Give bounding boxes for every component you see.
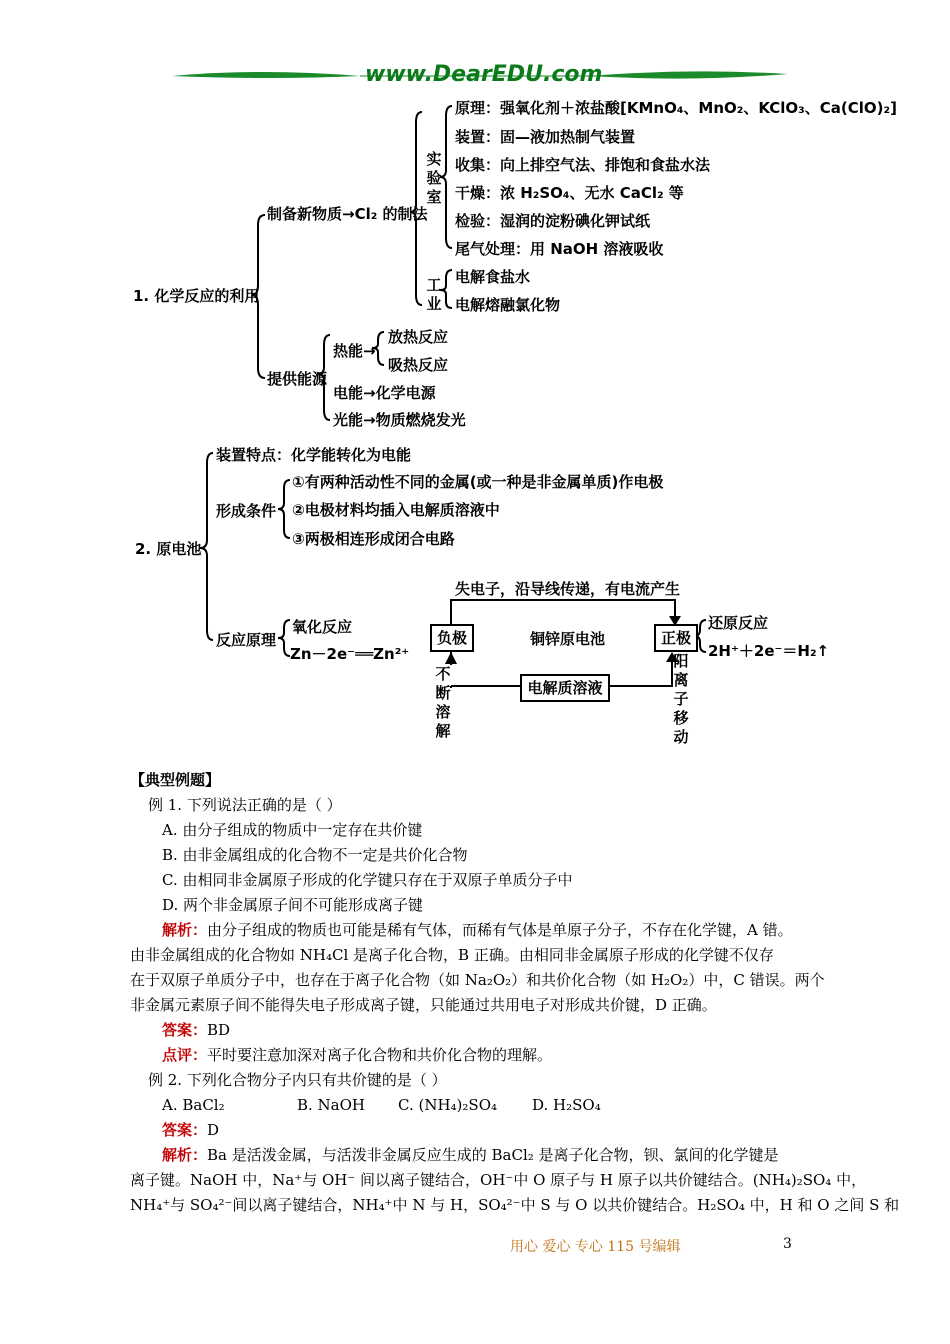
condition-3: ③两极相连形成闭合电路 [292, 530, 455, 548]
ex1-analysis-line4: 非金属元素原子间不能得失电子形成离子键，只能通过共用电子对形成共价键，D 正确。 [130, 996, 717, 1014]
ex2-analysis-label: 解析： [162, 1146, 208, 1164]
diagram2-root: 2. 原电池 [135, 540, 202, 558]
zn-equation: Zn－2e⁻══Zn²⁺ [290, 645, 410, 663]
ex2-answer-line [162, 1118, 219, 1143]
ex1-comment: 平时要注意加深对离子化合物和共价化合物的理解。 [207, 1046, 553, 1064]
ex1-option-a: A. 由分子组成的物质中一定存在共价键 [162, 821, 423, 839]
lab-item-apparatus: 装置：固—液加热制气装置 [455, 128, 636, 146]
conditions-label: 形成条件 [216, 502, 277, 520]
heat-item-endo: 吸热反应 [388, 356, 449, 374]
ex1-question: 例 1. 下列说法正确的是（ ） [148, 796, 342, 814]
reduction-label: 还原反应 [708, 614, 769, 632]
page-number: 3 [783, 1236, 792, 1252]
oxidation-label: 氧化反应 [292, 618, 353, 636]
lab-label: 实验室 [426, 150, 442, 206]
ex1-analysis-label: 解析： [162, 921, 208, 939]
top-flow-text: 失电子，沿导线传递，有电流产生 [455, 580, 681, 598]
negative-electrode-box: 负极 [430, 624, 474, 652]
ex1-answer: BD [207, 1021, 231, 1039]
electrolyte-box: 电解质溶液 [520, 674, 610, 702]
ex2-analysis-text1: Ba 是活泼金属，与活泼非金属反应生成的 BaCl₂ 是离子化合物，钡、氯间的化学键是 [207, 1146, 779, 1164]
industry-item-molten: 电解熔融氯化物 [455, 296, 561, 314]
heat-label: 热能→ [333, 342, 376, 360]
branch-energy: 提供能源 [267, 370, 328, 388]
lab-item-tailgas: 尾气处理：用 NaOH 溶液吸收 [455, 240, 664, 258]
feature: 装置特点：化学能转化为电能 [216, 446, 412, 464]
ex1-analysis-text1: 由分子组成的物质也可能是稀有气体，而稀有气体是单原子分子，不存在化学键，A 错。 [207, 921, 793, 939]
condition-1: ①有两种活动性不同的金属(或一种是非金属单质)作电极 [292, 473, 664, 491]
light-energy: 光能→物质燃烧发光 [333, 411, 466, 429]
ex2-option-d: D. H₂SO₄ [532, 1096, 601, 1114]
heat-item-exo: 放热反应 [388, 328, 449, 346]
logo-text: www.DearEDU.com [365, 62, 603, 87]
condition-2: ②电极材料均插入电解质溶液中 [292, 501, 500, 519]
lab-item-collect: 收集：向上排空气法、排饱和食盐水法 [455, 156, 711, 174]
ex2-question: 例 2. 下列化合物分子内只有共价键的是（ ） [148, 1071, 447, 1089]
cell-name: 铜锌原电池 [530, 630, 606, 648]
industry-item-brine: 电解食盐水 [455, 268, 531, 286]
ex1-comment-line [162, 1043, 552, 1068]
ex1-comment-label: 点评： [162, 1046, 208, 1064]
ex1-answer-line [162, 1018, 230, 1043]
h-equation: 2H⁺＋2e⁻＝H₂↑ [708, 642, 830, 660]
positive-electrode-box: 正极 [654, 624, 698, 652]
lab-item-principle: 原理：强氧化剂＋浓盐酸[KMnO₄、MnO₂、KClO₃、Ca(ClO)₂] [455, 99, 897, 117]
ex1-option-d: D. 两个非金属原子间不可能形成离子键 [162, 896, 424, 914]
ex1-option-c: C. 由相同非金属原子形成的化学键只存在于双原子单质分子中 [162, 871, 573, 889]
ex2-option-c: C. (NH₄)₂SO₄ [398, 1096, 498, 1114]
ex2-analysis-line1 [162, 1143, 779, 1168]
lab-item-dry: 干燥：浓 H₂SO₄、无水 CaCl₂ 等 [455, 184, 684, 202]
ex2-answer-label: 答案： [162, 1121, 208, 1139]
ex2-option-b: B. NaOH [297, 1096, 366, 1114]
ex2-answer: D [207, 1121, 220, 1139]
section-title: 【典型例题】 [130, 771, 221, 789]
ex2-analysis-line2: 离子键。NaOH 中，Na⁺与 OH⁻ 间以离子键结合，OH⁻中 O 原子与 H 原子以共价键结合。(NH₄)₂SO₄ 中， [130, 1171, 867, 1189]
ex1-answer-label: 答案： [162, 1021, 208, 1039]
lab-item-test: 检验：湿润的淀粉碘化钾试纸 [455, 212, 651, 230]
electric-energy: 电能→化学电源 [333, 384, 436, 402]
ex2-option-a: A. BaCl₂ [162, 1096, 225, 1114]
diagram1-root: 1. 化学反应的利用 [133, 287, 260, 305]
branch-prepare: 制备新物质→Cl₂ 的制法 [267, 205, 428, 223]
cation-move-label: 阳离子移动 [673, 652, 689, 746]
ex1-analysis-line3: 在于双原子单质分子中，也存在于离子化合物（如 Na₂O₂）和共价化合物（如 H₂O₂）中，C 错误。两个 [130, 971, 825, 989]
principle-label: 反应原理 [216, 631, 277, 649]
ex1-analysis-line2: 由非金属组成的化合物如 NH₄Cl 是离子化合物，B 正确。由相同非金属原子形成的化学键不仅存 [130, 946, 774, 964]
footer-slogan: 用心 爱心 专心 115 号编辑 [510, 1239, 681, 1255]
ex1-option-b: B. 由非金属组成的化合物不一定是共价化合物 [162, 846, 468, 864]
dissolve-label: 不断溶解 [435, 665, 451, 740]
industry-label: 工业 [426, 276, 442, 313]
ex1-analysis-line1 [162, 918, 793, 943]
ex2-analysis-line3: NH₄⁺与 SO₄²⁻间以离子键结合，NH₄⁺中 N 与 H，SO₄²⁻中 S 与 O 以共价键结合。H₂SO₄ 中，H 和 O 之间 S 和 [130, 1196, 900, 1214]
